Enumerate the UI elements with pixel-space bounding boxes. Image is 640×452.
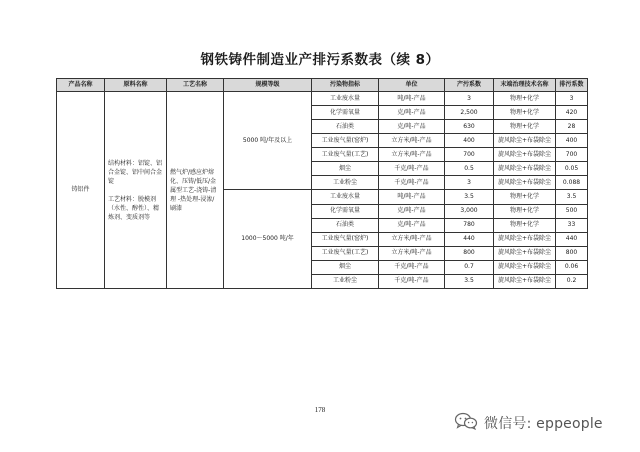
watermark bbox=[454, 414, 603, 432]
scale-cell: 1000～5000 吨/年 bbox=[224, 190, 312, 289]
pollutant-cell: 工业废水量 bbox=[312, 190, 379, 204]
col-header: 污染物指标 bbox=[312, 79, 379, 92]
col-header: 规模等级 bbox=[224, 79, 312, 92]
pollutant-cell: 工业粉尘 bbox=[312, 176, 379, 190]
treatment-technology-cell: 物理+化学 bbox=[494, 106, 556, 120]
unit-cell: 吨/吨-产品 bbox=[379, 190, 445, 204]
generation-coefficient-cell: 3.5 bbox=[445, 274, 494, 288]
unit-cell: 立方米/吨-产品 bbox=[379, 134, 445, 148]
generation-coefficient-cell: 780 bbox=[445, 218, 494, 232]
unit-cell: 千克/吨-产品 bbox=[379, 260, 445, 274]
emission-coefficient-cell: 400 bbox=[556, 134, 588, 148]
emission-coefficient-cell: 0.06 bbox=[556, 260, 588, 274]
pollutant-cell: 工业废气量(窑炉) bbox=[312, 232, 379, 246]
emission-coefficient-cell: 420 bbox=[556, 106, 588, 120]
treatment-technology-cell: 物理+化学 bbox=[494, 218, 556, 232]
unit-cell: 千克/吨-产品 bbox=[379, 176, 445, 190]
treatment-technology-cell: 物理+化学 bbox=[494, 120, 556, 134]
watermark-text: 微信号: eppeople bbox=[484, 416, 603, 432]
emission-coefficient-cell: 3 bbox=[556, 92, 588, 106]
pollutant-cell: 工业粉尘 bbox=[312, 274, 379, 288]
emission-coefficient-cell: 500 bbox=[556, 204, 588, 218]
treatment-technology-cell: 物理+化学 bbox=[494, 190, 556, 204]
process-cell: 燃气炉/感应炉熔化、压铸/低压/金属型工艺-浇铸-清理 -热处理-浸渗/刷漆 bbox=[167, 92, 224, 289]
header-row bbox=[57, 79, 588, 92]
unit-cell: 克/吨-产品 bbox=[379, 120, 445, 134]
emission-coefficient-cell: 28 bbox=[556, 120, 588, 134]
pollutant-cell: 石油类 bbox=[312, 218, 379, 232]
unit-cell: 立方米/吨-产品 bbox=[379, 148, 445, 162]
unit-cell: 立方米/吨-产品 bbox=[379, 246, 445, 260]
treatment-technology-cell: 物理+化学 bbox=[494, 92, 556, 106]
generation-coefficient-cell: 0.7 bbox=[445, 260, 494, 274]
generation-coefficient-cell: 0.5 bbox=[445, 162, 494, 176]
generation-coefficient-cell: 3 bbox=[445, 176, 494, 190]
product-name-cell: 铸铝件 bbox=[57, 92, 105, 289]
emission-coefficient-cell: 700 bbox=[556, 148, 588, 162]
treatment-technology-cell: 旋风除尘+布袋除尘 bbox=[494, 148, 556, 162]
emission-coefficient-table bbox=[56, 78, 588, 289]
generation-coefficient-cell: 3.5 bbox=[445, 190, 494, 204]
pollutant-cell: 烟尘 bbox=[312, 162, 379, 176]
table-row bbox=[57, 92, 588, 106]
unit-cell: 克/吨-产品 bbox=[379, 204, 445, 218]
treatment-technology-cell: 旋风除尘+布袋除尘 bbox=[494, 232, 556, 246]
pollutant-cell: 石油类 bbox=[312, 120, 379, 134]
emission-coefficient-cell: 0.2 bbox=[556, 274, 588, 288]
pollutant-cell: 烟尘 bbox=[312, 260, 379, 274]
pollutant-cell: 工业废气量(工艺) bbox=[312, 148, 379, 162]
treatment-technology-cell: 旋风除尘+布袋除尘 bbox=[494, 162, 556, 176]
emission-coefficient-cell: 3.5 bbox=[556, 190, 588, 204]
generation-coefficient-cell: 700 bbox=[445, 148, 494, 162]
treatment-technology-cell: 旋风除尘+布袋除尘 bbox=[494, 260, 556, 274]
raw-materials-cell: 结构材料：铝锭、铝合金锭、铝中间合金锭 工艺材料：脱模剂（水性、醇性）、精炼剂、变质剂等 bbox=[105, 92, 167, 289]
col-header: 排污系数 bbox=[556, 79, 588, 92]
unit-cell: 吨/吨-产品 bbox=[379, 92, 445, 106]
col-header: 原料名称 bbox=[105, 79, 167, 92]
generation-coefficient-cell: 3,000 bbox=[445, 204, 494, 218]
page-number: 178 bbox=[314, 406, 326, 414]
pollutant-cell: 工业废气量(工艺) bbox=[312, 246, 379, 260]
emission-coefficient-cell: 800 bbox=[556, 246, 588, 260]
generation-coefficient-cell: 2,500 bbox=[445, 106, 494, 120]
emission-coefficient-cell: 440 bbox=[556, 232, 588, 246]
unit-cell: 克/吨-产品 bbox=[379, 106, 445, 120]
pollutant-cell: 化学需氧量 bbox=[312, 204, 379, 218]
emission-coefficient-cell: 33 bbox=[556, 218, 588, 232]
unit-cell: 千克/吨-产品 bbox=[379, 274, 445, 288]
col-header: 工艺名称 bbox=[167, 79, 224, 92]
treatment-technology-cell: 旋风除尘+布袋除尘 bbox=[494, 134, 556, 148]
unit-cell: 立方米/吨-产品 bbox=[379, 232, 445, 246]
unit-cell: 千克/吨-产品 bbox=[379, 162, 445, 176]
generation-coefficient-cell: 440 bbox=[445, 232, 494, 246]
table-title: 钢铁铸件制造业产排污系数表（续 8） bbox=[200, 52, 440, 68]
col-header: 产品名称 bbox=[57, 79, 105, 92]
table-body bbox=[57, 92, 588, 289]
generation-coefficient-cell: 800 bbox=[445, 246, 494, 260]
wechat-icon bbox=[454, 412, 478, 434]
col-header: 末端治理技术名称 bbox=[494, 79, 556, 92]
col-header: 单位 bbox=[379, 79, 445, 92]
treatment-technology-cell: 旋风除尘+布袋除尘 bbox=[494, 274, 556, 288]
generation-coefficient-cell: 400 bbox=[445, 134, 494, 148]
treatment-technology-cell: 旋风除尘+布袋除尘 bbox=[494, 176, 556, 190]
treatment-technology-cell: 物理+化学 bbox=[494, 204, 556, 218]
scale-cell: 5000 吨/年及以上 bbox=[224, 92, 312, 190]
treatment-technology-cell: 旋风除尘+布袋除尘 bbox=[494, 246, 556, 260]
pollutant-cell: 工业废气量(窑炉) bbox=[312, 134, 379, 148]
unit-cell: 克/吨-产品 bbox=[379, 218, 445, 232]
emission-coefficient-cell: 0.088 bbox=[556, 176, 588, 190]
pollutant-cell: 化学需氧量 bbox=[312, 106, 379, 120]
generation-coefficient-cell: 630 bbox=[445, 120, 494, 134]
emission-coefficient-cell: 0.05 bbox=[556, 162, 588, 176]
col-header: 产污系数 bbox=[445, 79, 494, 92]
generation-coefficient-cell: 3 bbox=[445, 92, 494, 106]
pollutant-cell: 工业废水量 bbox=[312, 92, 379, 106]
